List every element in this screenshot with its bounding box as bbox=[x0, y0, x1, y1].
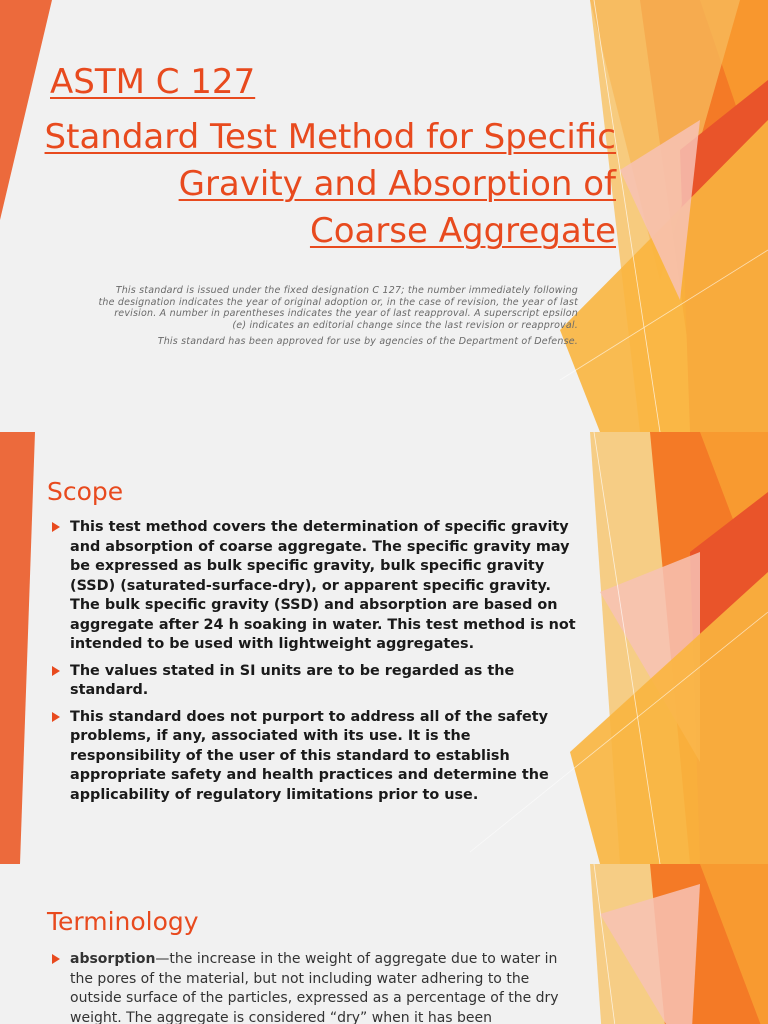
list-item bbox=[50, 662, 580, 701]
title-line: Gravity and Absorption of bbox=[178, 164, 616, 204]
title-slide bbox=[0, 0, 768, 432]
bullet-arrow-icon bbox=[52, 522, 60, 532]
list-item-text: This standard does not purport to address all of the safety problems, if any, associated with its use. It is the responsibility of the user of this standard to establish appropriate safety and health practices and determine the applicability of regulatory limitations prior to use. bbox=[70, 708, 549, 803]
left-red-sliver bbox=[0, 432, 35, 864]
term-definition: —the increase in the weight of aggregate due to water in the pores of the material, but not including water adhering to the outside surface of the particles, expressed as a percentage of the dry weight. The aggregate is considered “dry” when it has been bbox=[70, 951, 559, 1024]
list-item-text: This test method covers the determination of specific gravity and absorption of coarse aggregate. The specific gravity may be expressed as bulk specific gravity, bulk specific gravity (SSD) (saturated-surface-dry), or apparent specific gravity. The bulk specific gravity (SSD) and absorption are based on aggregate after 24 h soaking in water. This test method is not intended to be used with lightweight aggregates. bbox=[70, 519, 576, 652]
list-item bbox=[50, 950, 570, 1024]
bullet-arrow-icon bbox=[52, 666, 60, 676]
title-line: Coarse Aggregate bbox=[309, 211, 616, 251]
terminology-slide bbox=[0, 864, 768, 1024]
document-code: ASTM C 127 bbox=[50, 62, 256, 102]
bullet-arrow-icon bbox=[52, 712, 60, 722]
bullet-list bbox=[50, 950, 570, 1024]
document-title bbox=[16, 114, 616, 255]
section-heading: Scope bbox=[47, 477, 124, 506]
list-item bbox=[50, 518, 580, 655]
list-item bbox=[50, 708, 580, 806]
scope-slide bbox=[0, 432, 768, 864]
section-heading: Terminology bbox=[47, 907, 199, 936]
designation-note: This standard is issued under the fixed designation C 127; the number immediately following the designation indicates the year of original adoption or, in the case of revision, the year of last revision. A number in parentheses indicates the year of last reapproval. A superscript epsilon (e) indicates an editorial change since the last revision or reapproval. bbox=[98, 285, 578, 331]
title-line: Standard Test Method for Specific bbox=[44, 117, 616, 157]
bullet-arrow-icon bbox=[52, 954, 60, 964]
list-item-text: The values stated in SI units are to be regarded as the standard. bbox=[70, 662, 515, 698]
bullet-list bbox=[50, 518, 580, 812]
term-name: absorption bbox=[70, 951, 156, 967]
dod-approval-note: This standard has been approved for use by agencies of the Department of Defense. bbox=[157, 336, 578, 347]
